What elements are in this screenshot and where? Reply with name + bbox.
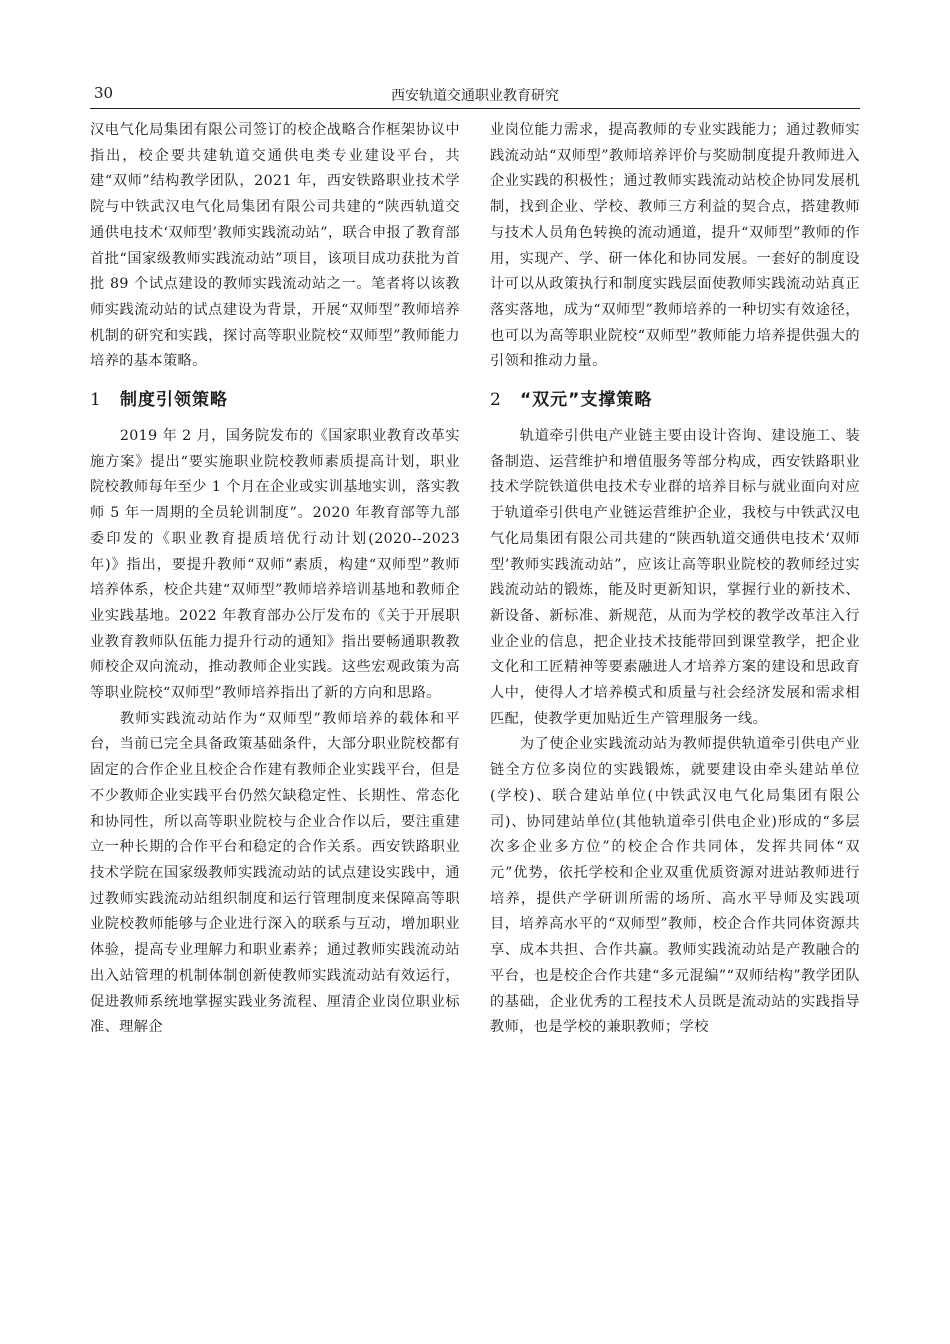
section-1-paragraph-1: 2019 年 2 月，国务院发布的《国家职业教育改革实施方案》提出“要实施职业院校教师素质提高计划，职业院校教师每年至少 1 个月在企业或实训基地实训，落实教师 5 年一周期的全员轮训制度”。2020 年教育部等九部委印发的《职业教育提质培优行动计划(2020--2023 年)》指出，要提升教师“双师”素质，构建“双师型”教师培养体系，校企共建“双师型”教师培养培训基地和教师企业实践基地。2022 年教育部办公厅发布的《关于开展职业教育教师队伍能力提升行动的通知》指出要畅通职教教师校企双向流动，推动教师企业实践。这些宏观政策为高等职业院校“双师型”教师培养指出了新的方向和思路。 (90, 428, 460, 702)
left-column (90, 118, 460, 1041)
section-2-paragraph-2: 为了使企业实践流动站为教师提供轨道牵引供电产业链全方位多岗位的实践锻炼，就要建设由牵头建站单位(学校)、联合建站单位(中铁武汉电气化局集团有限公司)、协同建站单位(其他轨道牵引供电企业)形成的“多层次多企业多方位”的校企合作共同体，发挥共同体“双元”优势，依托学校和企业双重优质资源对进站教师进行培养，提供产学研训所需的场所、高水平导师及实践项目，培养高水平的“双师型”教师，校企合作共同体资源共享、成本共担、合作共赢。教师实践流动站是产教融合的平台，也是校企合作共建“多元混编”“双师结构”教学团队的基础，企业优秀的工程技术人员既是流动站的实践指导教师，也是学校的兼职教师；学校 (490, 736, 860, 1036)
journal-title: 西安轨道交通职业教育研究 (391, 88, 559, 104)
section-1-heading (90, 385, 460, 415)
continued-paragraph: 业岗位能力需求，提高教师的专业实践能力；通过教师实践流动站“双师型”教师培养评价与奖励制度提升教师进入企业实践的积极性；通过教师实践流动站校企协同发展机制，找到企业、学校、教师三方利益的契合点，搭建教师与技术人员角色转换的流动通道，提升“双师型”教师的作用，实现产、学、研一体化和协同发展。一套好的制度设计可以从政策执行和制度实践层面使教师实践流动站真正落实落地，成为“双师型”教师培养的一种切实有效途径，也可以为高等职业院校“双师型”教师能力培养提供强大的引领和推动力量。 (490, 122, 860, 370)
section-2-title: “双元”支撑策略 (520, 390, 653, 411)
page-header (90, 84, 860, 110)
section-2-number: 2 (490, 390, 502, 411)
section-2-paragraph-1: 轨道牵引供电产业链主要由设计咨询、建设施工、装备制造、运营维护和增值服务等部分构成，西安铁路职业技术学院铁道供电技术专业群的培养目标与就业面向对应于轨道牵引供电产业链运营维护企业，我校与中铁武汉电气化局集团有限公司共建的“陕西轨道交通供电技术‘双师型’教师实践流动站”，应该让高等职业院校的教师经过实践流动站的锻炼，能及时更新知识，掌握行业的新技术、新设备、新标准、新规范，从而为学校的教学改革注入行业企业的信息，把企业技术技能带回到课堂教学，把企业文化和工匠精神等要素融进人才培养方案的建设和思政育人中，使得人才培养模式和质量与社会经济发展和需求相匹配，使教学更加贴近生产管理服务一线。 (490, 428, 860, 727)
section-1-title: 制度引领策略 (120, 390, 228, 411)
intro-paragraph: 汉电气化局集团有限公司签订的校企战略合作框架协议中指出，校企要共建轨道交通供电类专业建设平台，共建“双师”结构教学团队，2021 年，西安铁路职业技术学院与中铁武汉电气化局集团有限公司共建的“陕西轨道交通供电技术‘双师型’教师实践流动站”，联合申报了教育部首批“国家级教师实践流动站”项目，该项目成功获批为首批 89 个试点建设的教师实践流动站之一。笔者将以该教师实践流动站的试点建设为背景，开展“双师型”教师培养机制的研究和实践，探讨高等职业院校“双师型”教师能力培养的基本策略。 (90, 122, 460, 370)
section-1-paragraph-2: 教师实践流动站作为“双师型”教师培养的载体和平台，当前已完全具备政策基础条件，大部分职业院校都有固定的合作企业且校企合作建有教师企业实践平台，但是不少教师企业实践平台仍然欠缺稳定性、长期性、常态化和协同性，所以高等职业院校与企业合作以后，要注重建立一种长期的合作平台和稳定的合作关系。西安铁路职业技术学院在国家级教师实践流动站的试点建设实践中，通过教师实践流动站组织制度和运行管理制度来保障高等职业院校教师能够与企业进行深入的联系与互动，增加职业体验，提高专业理解力和职业素养；通过教师实践流动站出入站管理的机制体制创新使教师实践流动站有效运行，促进教师系统地掌握实践业务流程、厘清企业岗位职业标准、理解企 (90, 710, 460, 1036)
section-1-number: 1 (90, 390, 102, 411)
section-2-heading (490, 385, 860, 415)
page-number: 30 (94, 84, 114, 102)
right-column (490, 118, 860, 1041)
header-rule (90, 108, 860, 109)
